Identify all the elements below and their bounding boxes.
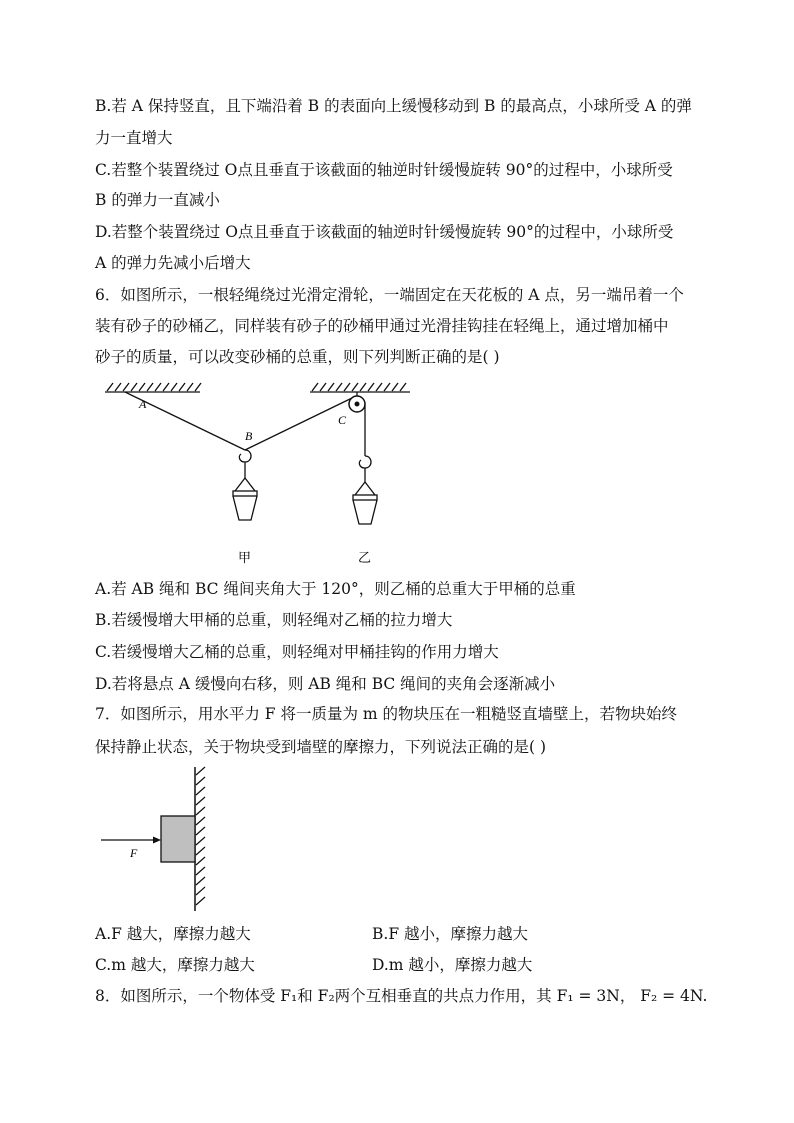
label-a: A: [139, 397, 147, 411]
q7-option-d: D.m 越小，摩擦力越大: [372, 956, 533, 974]
q7-option-a: A.F 越大，摩擦力越大: [95, 925, 251, 943]
q7-option-c: C.m 越大，摩擦力越大: [95, 956, 255, 974]
q6-option-b: B.若缓慢增大甲桶的总重，则轻绳对乙桶的拉力增大: [95, 611, 453, 629]
q5-option-b-line2: 力一直增大: [95, 129, 173, 147]
q5-option-d-line2: A 的弹力先减小后增大: [95, 254, 251, 272]
bucket-left: [233, 478, 257, 520]
q7-stem-line2: 保持静止状态，关于物块受到墙壁的摩擦力，下列说法正确的是( ): [95, 738, 547, 756]
hook-left: [239, 450, 251, 478]
q6-option-a: A.若 AB 绳和 BC 绳间夹角大于 120°，则乙桶的总重大于甲桶的总重: [95, 580, 576, 598]
q6-option-c: C.若缓慢增大乙桶的总重，则轻绳对甲桶挂钩的作用力增大: [95, 643, 499, 661]
label-jia: 甲: [238, 551, 252, 566]
block: [161, 816, 195, 862]
hook-right: [359, 456, 371, 482]
q5-option-c-line1: C.若整个装置绕过 O点且垂直于该截面的轴逆时针缓慢旋转 90°的过程中，小球所受: [95, 161, 673, 179]
q6-stem-line2: 装有砂子的砂桶乙，同样装有砂子的砂桶甲通过光滑挂钩挂在轻绳上，通过增加桶中: [95, 317, 669, 335]
q7-wall-figure: [95, 765, 225, 915]
q5-option-b-line1: B.若 A 保持竖直，且下端沿着 B 的表面向上缓慢移动到 B 的最高点，小球所受 A 的弹: [95, 97, 692, 115]
q7-stem-line1: 7．如图所示，用水平力 F 将一质量为 m 的物块压在一粗糙竖直墙壁上，若物块始终: [95, 705, 678, 723]
q6-option-d: D.若将悬点 A 缓慢向右移，则 AB 绳和 BC 绳间的夹角会逐渐减小: [95, 675, 556, 693]
q6-stem-line3: 砂子的质量，可以改变砂桶的总重，则下列判断正确的是( ): [95, 348, 500, 366]
ceiling-right: [310, 383, 410, 392]
label-f: F: [130, 846, 138, 860]
wall-hatch: [196, 767, 205, 905]
q6-pulley-figure: [95, 378, 425, 573]
q6-stem-line1: 6．如图所示，一根轻绳绕过光滑定滑轮，一端固定在天花板的 A 点，另一端吊着一个: [95, 286, 684, 304]
rope-bc: [245, 398, 352, 450]
label-yi: 乙: [358, 551, 372, 566]
label-c: C: [338, 413, 347, 427]
label-b: B: [245, 429, 253, 443]
q5-option-d-line1: D.若整个装置绕过 O点且垂直于该截面的轴逆时针缓慢旋转 90°的过程中，小球所受: [95, 223, 674, 241]
q7-option-b: B.F 越小，摩擦力越大: [372, 925, 528, 943]
bucket-right: [353, 482, 377, 524]
ceiling-left: [105, 383, 201, 392]
q5-option-c-line2: B 的弹力一直减小: [95, 191, 220, 209]
q8-stem-line1: 8．如图所示，一个物体受 F₁和 F₂两个互相垂直的共点力作用，其 F₁ = 3N， F₂ = 4N.: [95, 987, 708, 1005]
